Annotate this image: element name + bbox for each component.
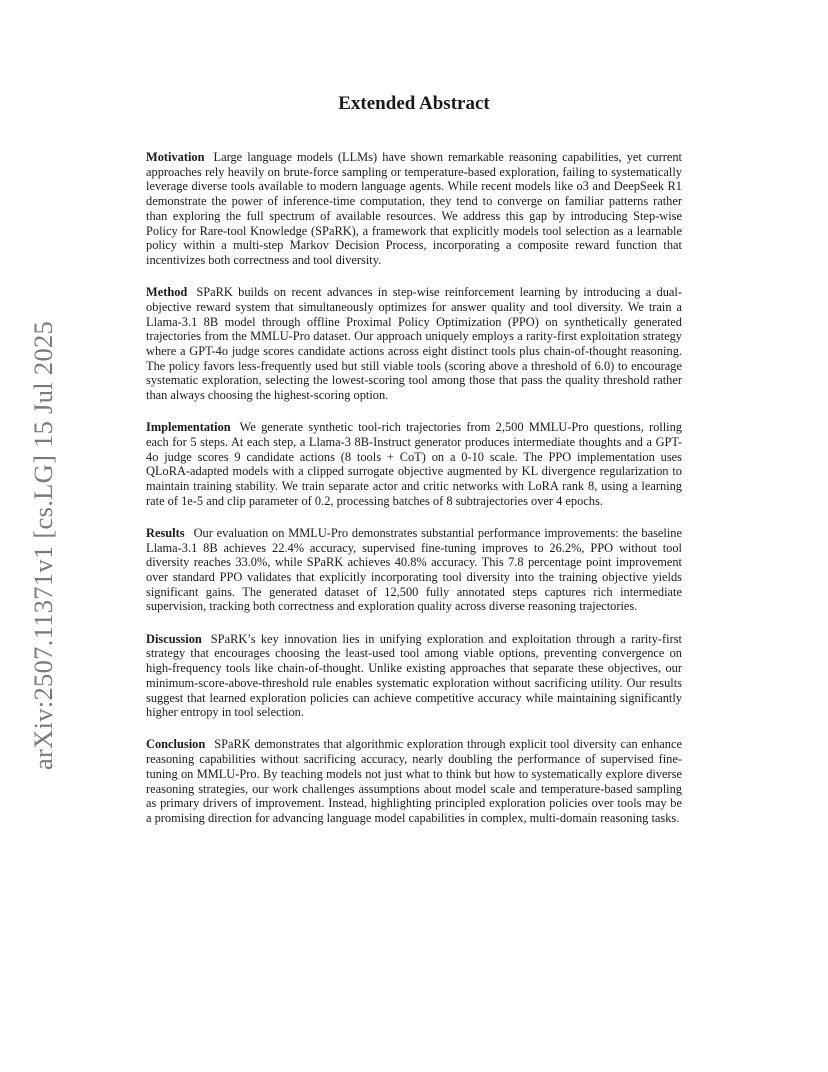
- section-heading: Conclusion: [146, 737, 206, 752]
- page-title: Extended Abstract: [338, 93, 490, 114]
- section-heading: Results: [146, 525, 185, 540]
- section-motivation: [146, 150, 682, 268]
- abstract-body: [146, 150, 682, 843]
- section-heading: Implementation: [146, 420, 231, 435]
- section-text: SPaRK’s key innovation lies in unifying exploration and exploitation through a rarity-first strategy that encourages choosing the least-used tool among viable options, preventing convergence on high-frequency tools like chain-of-thought. Unlike existing approaches that separate these objectives, our minimum-score-above-threshold rule enables systematic exploration without sacrificing utility. Our results suggest that learned exploration policies can achieve competitive accuracy while maintaining significantly higher entropy in tool selection.: [146, 631, 682, 720]
- section-text: We generate synthetic tool-rich trajectories from 2,500 MMLU-Pro questions, rolling each for 5 steps. At each step, a Llama-3 8B-Instruct generator produces intermediate thoughts and a GPT-4o judge scores 9 candidate actions (8 tools + CoT) on a 0-10 scale. The PPO implementation uses QLoRA-adapted models with a clipped surrogate objective augmented by KL divergence regularization to maintain training stability. We train separate actor and critic networks with LoRA rank 8, using a learning rate of 1e-5 and clip parameter of 0.2, processing batches of 8 subtrajectories over 4 epochs.: [146, 420, 682, 508]
- section-conclusion: [146, 737, 682, 825]
- arxiv-identifier-text: arXiv:2507.11371v1 [cs.LG] 15 Jul 2025: [28, 320, 58, 770]
- arxiv-identifier-stamp: [18, 300, 60, 770]
- section-results: [146, 526, 682, 614]
- section-text: SPaRK demonstrates that algorithmic exploration through explicit tool diversity can enhance reasoning capabilities without sacrificing accuracy, nearly doubling the performance of supervised fine-tuning on MMLU-Pro. By teaching models not just what to think but how to systematically explore diverse reasoning strategies, our work challenges assumptions about model scale and temperature-based sampling as primary drivers of improvement. Instead, highlighting principled exploration policies over tools may be a promising direction for advancing language model capabilities in complex, multi-domain reasoning tasks.: [146, 737, 682, 825]
- section-text: SPaRK builds on recent advances in step-wise reinforcement learning by introducing a dual-objective reward system that simultaneously optimizes for answer quality and tool diversity. We train a Llama-3.1 8B model through offline Proximal Policy Optimization (PPO) on synthetically generated trajectories from the MMLU-Pro dataset. Our approach uniquely employs a rarity-first exploitation strategy where a GPT-4o judge scores candidate actions across eight distinct tools plus chain-of-thought reasoning. The policy favors less-frequently used but still viable tools (scoring above a threshold of 6.0) to encourage systematic exploration, selecting the lowest-scoring tool among those that pass the quality threshold rather than always choosing the highest-scoring option.: [146, 285, 682, 403]
- section-text: Our evaluation on MMLU-Pro demonstrates substantial performance improvements: the baseline Llama-3.1 8B achieves 22.4% accuracy, supervised fine-tuning improves to 26.2%, PPO without tool diversity reaches 33.0%, while SPaRK achieves 40.8% accuracy. This 7.8 percentage point improvement over standard PPO validates that explicitly incorporating tool diversity into the training objective yields significant gains. The generated dataset of 12,500 fully annotated steps captures rich intermediate supervision, tracking both correctness and exploration quality across diverse reasoning trajectories.: [146, 525, 682, 614]
- section-text: Large language models (LLMs) have shown remarkable reasoning capabilities, yet current approaches rely heavily on brute-force sampling or temperature-based exploration, failing to systematically leverage diverse tools available to modern language agents. While recent models like o3 and DeepSeek R1 demonstrate the power of inference-time computation, they tend to converge on familiar patterns rather than exploring the full spectrum of available resources. We address this gap by introducing Step-wise Policy for Rare-tool Knowledge (SPaRK), a framework that explicitly models tool selection as a learnable policy within a multi-step Markov Decision Process, incorporating a composite reward function that incentivizes both correctness and tool diversity.: [146, 150, 682, 267]
- section-implementation: [146, 420, 682, 508]
- section-heading: Motivation: [146, 150, 205, 164]
- section-heading: Method: [146, 285, 188, 300]
- section-method: [146, 285, 682, 403]
- section-heading: Discussion: [146, 631, 202, 646]
- section-discussion: [146, 632, 682, 720]
